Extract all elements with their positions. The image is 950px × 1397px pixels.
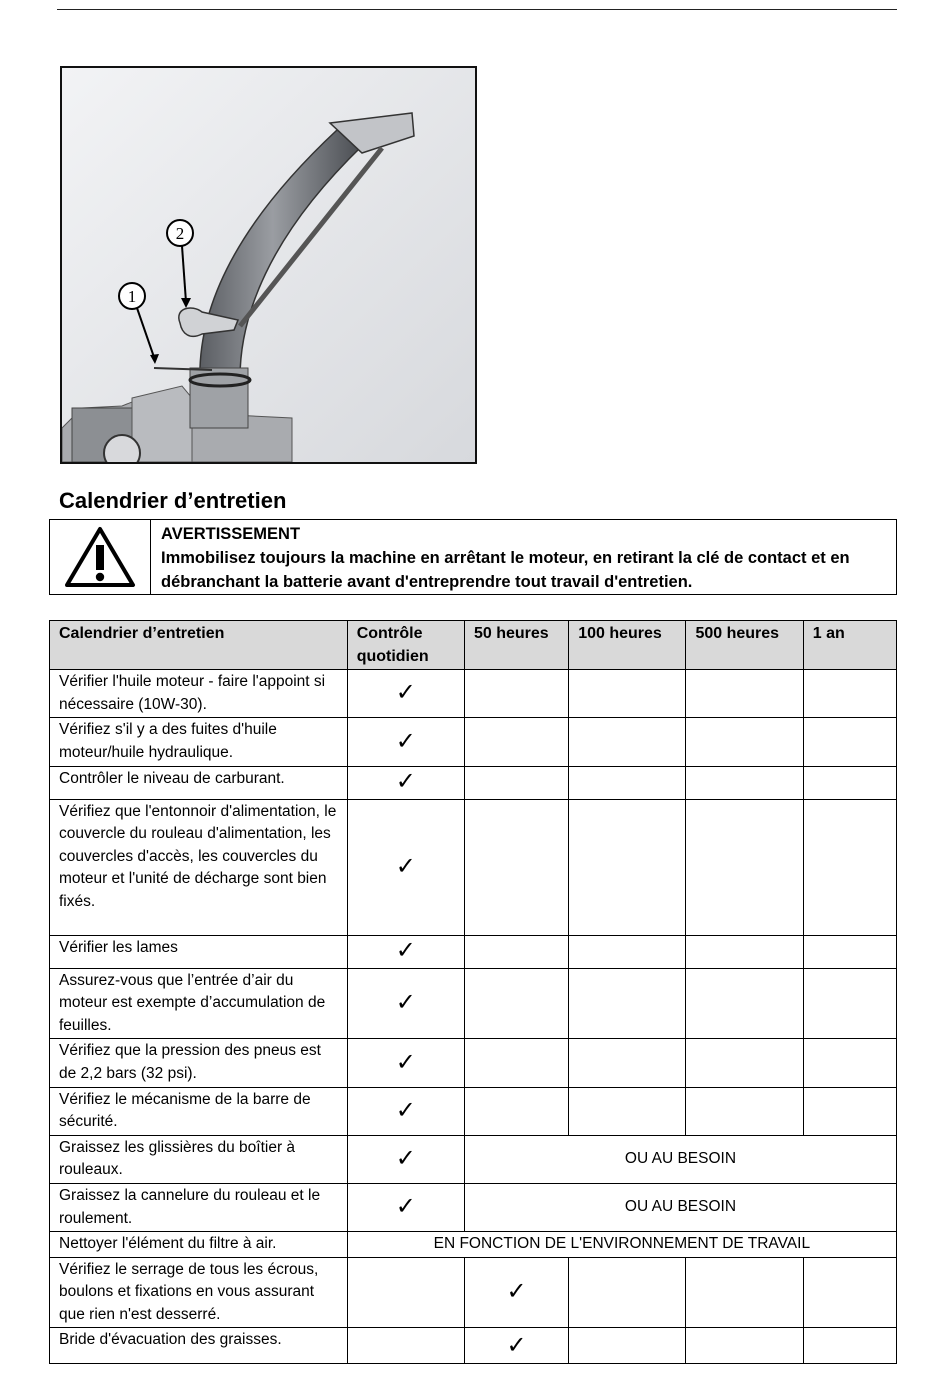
- callout-2: [167, 220, 193, 246]
- task-cell: Vérifiez le serrage de tous les écrous, boulons et fixations en vous assurant que rien n'est desserré.: [50, 1257, 348, 1328]
- check-mark-cell: [347, 935, 464, 968]
- callout-1: [119, 283, 145, 309]
- check-mark-cell: [347, 1183, 464, 1231]
- table-row: [50, 935, 897, 968]
- task-cell: Nettoyer l'élément du filtre à air.: [50, 1232, 348, 1258]
- header-1-year: 1 an: [803, 621, 896, 670]
- task-cell: Contrôler le niveau de carburant.: [50, 766, 348, 799]
- empty-cell: [464, 935, 568, 968]
- warning-icon-cell: [50, 520, 151, 594]
- empty-cell: [347, 1328, 464, 1364]
- check-mark-icon: ✓: [506, 1278, 527, 1306]
- empty-cell: [803, 718, 896, 766]
- empty-cell: [569, 718, 686, 766]
- maintenance-schedule-table: [49, 620, 897, 1364]
- table-row: [50, 1135, 897, 1183]
- check-mark-cell: [347, 1039, 464, 1087]
- header-500h: 500 heures: [686, 621, 803, 670]
- empty-cell: [803, 766, 896, 799]
- check-mark-icon: ✓: [395, 1193, 416, 1221]
- empty-cell: [464, 799, 568, 935]
- task-cell: Assurez-vous que l’entrée d’air du moteur est exempte d’accumulation de feuilles.: [50, 968, 348, 1039]
- empty-cell: [569, 766, 686, 799]
- check-mark-cell: [347, 1087, 464, 1135]
- check-mark-icon: ✓: [395, 937, 416, 965]
- empty-cell: [464, 1039, 568, 1087]
- table-row: [50, 968, 897, 1039]
- empty-cell: [803, 670, 896, 718]
- warning-triangle-icon: [64, 526, 136, 588]
- check-mark-cell: [464, 1328, 568, 1364]
- empty-cell: [803, 1039, 896, 1087]
- empty-cell: [686, 799, 803, 935]
- task-cell: Vérifiez s'il y a des fuites d'huile moteur/huile hydraulique.: [50, 718, 348, 766]
- empty-cell: [686, 968, 803, 1039]
- warning-text-cell: [151, 520, 896, 594]
- check-mark-icon: ✓: [395, 679, 416, 707]
- table-row: [50, 766, 897, 799]
- check-mark-cell: [464, 1257, 568, 1328]
- warning-heading: AVERTISSEMENT: [161, 525, 301, 543]
- check-mark-icon: ✓: [395, 1048, 416, 1076]
- table-row: [50, 1328, 897, 1364]
- check-mark-icon: ✓: [395, 768, 416, 796]
- empty-cell: [686, 1257, 803, 1328]
- discharge-chute-drawing: [62, 68, 475, 462]
- warning-box: [49, 519, 897, 595]
- task-cell: Graissez la cannelure du rouleau et le roulement.: [50, 1183, 348, 1231]
- empty-cell: [686, 935, 803, 968]
- table-row: [50, 1087, 897, 1135]
- check-mark-cell: [347, 670, 464, 718]
- table-row: [50, 670, 897, 718]
- empty-cell: [803, 1257, 896, 1328]
- check-mark-cell: [347, 968, 464, 1039]
- table-row: [50, 1183, 897, 1231]
- empty-cell: [347, 1257, 464, 1328]
- empty-cell: [464, 1087, 568, 1135]
- empty-cell: [569, 1257, 686, 1328]
- header-daily: Contrôle quotidien: [347, 621, 464, 670]
- empty-cell: [803, 968, 896, 1039]
- header-50h: 50 heures: [464, 621, 568, 670]
- check-mark-cell: [347, 718, 464, 766]
- empty-cell: [464, 766, 568, 799]
- task-cell: Vérifiez le mécanisme de la barre de sécurité.: [50, 1087, 348, 1135]
- empty-cell: [803, 799, 896, 935]
- table-row: [50, 1232, 897, 1258]
- discharge-chute-illustration: [60, 66, 477, 464]
- empty-cell: [569, 935, 686, 968]
- interval-note-cell: OU AU BESOIN: [464, 1183, 896, 1231]
- empty-cell: [686, 718, 803, 766]
- empty-cell: [569, 968, 686, 1039]
- empty-cell: [686, 1039, 803, 1087]
- empty-cell: [569, 1087, 686, 1135]
- section-title: Calendrier d’entretien: [59, 488, 287, 513]
- svg-text:1: 1: [127, 287, 137, 306]
- interval-note-cell: EN FONCTION DE L'ENVIRONNEMENT DE TRAVAIL: [347, 1232, 896, 1258]
- empty-cell: [464, 718, 568, 766]
- table-row: [50, 1257, 897, 1328]
- task-cell: Vérifiez que la pression des pneus est de 2,2 bars (32 psi).: [50, 1039, 348, 1087]
- task-cell: Vérifiez que l'entonnoir d'alimentation, le couvercle du rouleau d'alimentation, les couvercles d'accès, les couvercles du moteur et l'unité de décharge sont bien fixés.: [50, 799, 348, 935]
- interval-note-cell: OU AU BESOIN: [464, 1135, 896, 1183]
- empty-cell: [569, 799, 686, 935]
- empty-cell: [686, 766, 803, 799]
- check-mark-icon: ✓: [395, 989, 416, 1017]
- empty-cell: [686, 670, 803, 718]
- empty-cell: [803, 1087, 896, 1135]
- check-mark-icon: ✓: [395, 852, 416, 880]
- empty-cell: [569, 1328, 686, 1364]
- check-mark-cell: [347, 799, 464, 935]
- empty-cell: [569, 670, 686, 718]
- empty-cell: [686, 1328, 803, 1364]
- task-cell: Vérifier les lames: [50, 935, 348, 968]
- table-row: [50, 718, 897, 766]
- check-mark-cell: [347, 766, 464, 799]
- table-header-row: [50, 621, 897, 670]
- table-row: [50, 1039, 897, 1087]
- empty-cell: [803, 935, 896, 968]
- check-mark-icon: ✓: [506, 1331, 527, 1359]
- empty-cell: [464, 968, 568, 1039]
- svg-text:2: 2: [175, 224, 185, 243]
- empty-cell: [686, 1087, 803, 1135]
- table-row: [50, 799, 897, 935]
- task-cell: Vérifier l'huile moteur - faire l'appoint si nécessaire (10W-30).: [50, 670, 348, 718]
- check-mark-icon: ✓: [395, 1145, 416, 1173]
- check-mark-icon: ✓: [395, 727, 416, 755]
- empty-cell: [803, 1328, 896, 1364]
- task-cell: Graissez les glissières du boîtier à rouleaux.: [50, 1135, 348, 1183]
- header-100h: 100 heures: [569, 621, 686, 670]
- top-rule: [57, 9, 897, 10]
- check-mark-icon: ✓: [395, 1096, 416, 1124]
- warning-text: Immobilisez toujours la machine en arrêtant le moteur, en retirant la clé de contact et en débranchant la batterie avant d'entreprendre tout travail d'entretien.: [161, 549, 850, 591]
- task-cell: Bride d'évacuation des graisses.: [50, 1328, 348, 1364]
- empty-cell: [569, 1039, 686, 1087]
- header-task: Calendrier d’entretien: [50, 621, 348, 670]
- check-mark-cell: [347, 1135, 464, 1183]
- empty-cell: [464, 670, 568, 718]
